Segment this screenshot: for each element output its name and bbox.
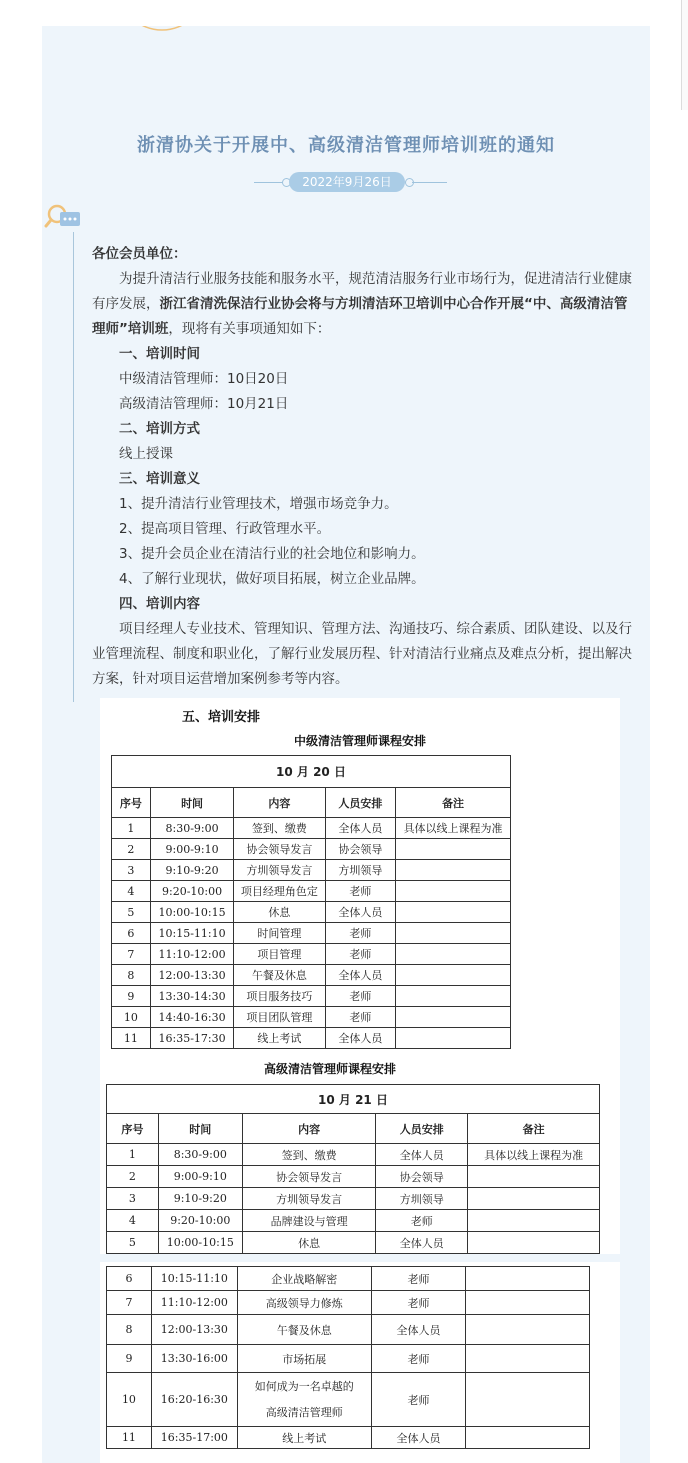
table-cell: 11 — [107, 1427, 152, 1449]
table-cell: 项目管理 — [234, 944, 325, 965]
table-cell: 午餐及休息 — [234, 965, 325, 986]
table-row — [107, 1210, 600, 1232]
table-cell: 11:10-12:00 — [150, 944, 233, 965]
table-cell: 老师 — [371, 1291, 466, 1315]
table-cell: 7 — [107, 1291, 152, 1315]
section-3-item: 3、提升会员企业在清洁行业的社会地位和影响力。 — [119, 546, 425, 562]
section-2-line: 线上授课 — [119, 446, 173, 462]
table-cell: 高级领导力修炼 — [237, 1291, 371, 1315]
table-cell: 方圳领导发言 — [234, 860, 325, 881]
intermediate-schedule-panel — [100, 698, 620, 1054]
col-header: 人员安排 — [376, 1114, 468, 1144]
intermediate-schedule-title: 中级清洁管理师课程安排 — [293, 734, 426, 748]
table-cell: 9:00-9:10 — [150, 839, 233, 860]
table-cell: 全体人员 — [371, 1427, 466, 1449]
advanced-schedule-title: 高级清洁管理师课程安排 — [263, 1062, 396, 1076]
table-cell: 协会领导发言 — [242, 1166, 376, 1188]
table-cell: 具体以线上课程为准 — [468, 1144, 600, 1166]
table-cell — [468, 1232, 600, 1254]
table-row — [112, 839, 511, 860]
section-4-title: 四、培训内容 — [119, 596, 200, 612]
section-3-item: 2、提高项目管理、行政管理水平。 — [119, 521, 331, 537]
col-header: 序号 — [107, 1114, 159, 1144]
table-cell: 老师 — [371, 1267, 466, 1291]
table-cell — [396, 986, 511, 1007]
advanced-schedule-table — [106, 1084, 600, 1254]
table-row — [107, 1166, 600, 1188]
date-row — [42, 172, 650, 194]
table-cell: 6 — [112, 923, 151, 944]
advanced-schedule-panel-continued — [100, 1262, 620, 1463]
table-cell: 老师 — [376, 1210, 468, 1232]
table-row — [112, 1007, 511, 1028]
table-cell: 老师 — [325, 986, 396, 1007]
table-cell: 全体人员 — [376, 1232, 468, 1254]
advanced-schedule-panel — [100, 1054, 620, 1254]
magnifier-chat-icon — [44, 202, 84, 236]
table-row — [107, 1232, 600, 1254]
table-cell: 老师 — [325, 881, 396, 902]
table-cell: 全体人员 — [371, 1315, 466, 1345]
table-cell: 10:00-10:15 — [150, 902, 233, 923]
table-row — [107, 1315, 590, 1345]
table-cell: 1 — [107, 1144, 159, 1166]
table-cell: 时间管理 — [234, 923, 325, 944]
table-cell — [396, 1007, 511, 1028]
table-cell: 老师 — [325, 1007, 396, 1028]
table-row — [112, 986, 511, 1007]
day-header: 10 月 21 日 — [107, 1085, 600, 1114]
table-cell — [396, 860, 511, 881]
table-cell: 6 — [107, 1267, 152, 1291]
table-row — [107, 1188, 600, 1210]
article-page — [42, 26, 650, 1463]
table-cell: 方圳领导 — [325, 860, 396, 881]
table-cell — [466, 1345, 590, 1373]
schedule-heading: 五、培训安排 — [182, 710, 261, 725]
table-cell — [396, 839, 511, 860]
scrollbar[interactable] — [681, 0, 688, 110]
table-cell: 9:00-9:10 — [158, 1166, 242, 1188]
table-cell: 4 — [107, 1210, 159, 1232]
table-cell: 11:10-12:00 — [151, 1291, 237, 1315]
table-cell: 全体人员 — [325, 965, 396, 986]
table-cell — [396, 902, 511, 923]
table-cell: 全体人员 — [325, 902, 396, 923]
table-row — [112, 881, 511, 902]
intermediate-schedule-table — [111, 755, 511, 1049]
table-cell: 方圳领导发言 — [242, 1188, 376, 1210]
table-cell: 2 — [107, 1166, 159, 1188]
col-header: 内容 — [242, 1114, 376, 1144]
table-row — [112, 965, 511, 986]
table-cell: 老师 — [371, 1373, 466, 1427]
table-row — [112, 860, 511, 881]
col-header: 序号 — [112, 788, 151, 818]
table-cell — [466, 1427, 590, 1449]
col-header: 人员安排 — [325, 788, 396, 818]
table-cell — [466, 1315, 590, 1345]
section-1-title: 一、培训时间 — [119, 346, 200, 362]
table-cell: 10:15-11:10 — [151, 1267, 237, 1291]
table-cell: 3 — [107, 1188, 159, 1210]
table-cell: 具体以线上课程为准 — [396, 818, 511, 839]
table-row — [112, 944, 511, 965]
table-row — [107, 1345, 590, 1373]
table-cell: 2 — [112, 839, 151, 860]
table-cell: 休息 — [242, 1232, 376, 1254]
table-cell: 10 — [107, 1373, 152, 1427]
table-cell: 3 — [112, 860, 151, 881]
col-header: 时间 — [158, 1114, 242, 1144]
table-cell — [396, 923, 511, 944]
table-cell: 全体人员 — [325, 1028, 396, 1049]
table-cell: 9:20-10:00 — [158, 1210, 242, 1232]
table-cell: 12:00-13:30 — [151, 1315, 237, 1345]
table-row — [112, 902, 511, 923]
table-cell: 签到、缴费 — [234, 818, 325, 839]
table-cell: 13:30-16:00 — [151, 1345, 237, 1373]
table-cell: 品牌建设与管理 — [242, 1210, 376, 1232]
table-cell: 9:10-9:20 — [150, 860, 233, 881]
table-row — [107, 1144, 600, 1166]
section-3-title: 三、培训意义 — [119, 471, 200, 487]
table-row — [107, 1267, 590, 1291]
article-title: 浙清协关于开展中、高级清洁管理师培训班的通知 — [137, 135, 555, 156]
day-header: 10 月 20 日 — [112, 756, 511, 788]
table-cell: 全体人员 — [376, 1144, 468, 1166]
table-cell: 协会领导 — [325, 839, 396, 860]
table-cell: 老师 — [325, 944, 396, 965]
table-cell — [466, 1267, 590, 1291]
table-cell: 企业战略解密 — [237, 1267, 371, 1291]
table-cell: 午餐及休息 — [237, 1315, 371, 1345]
table-cell: 休息 — [234, 902, 325, 923]
table-cell: 9:10-9:20 — [158, 1188, 242, 1210]
section-2-title: 二、培训方式 — [119, 421, 200, 437]
table-cell: 9:20-10:00 — [150, 881, 233, 902]
table-cell: 协会领导 — [376, 1166, 468, 1188]
table-row — [112, 818, 511, 839]
section-3-item: 1、提升清洁行业管理技术，增强市场竞争力。 — [119, 496, 398, 512]
table-cell — [396, 944, 511, 965]
table-cell: 线上考试 — [237, 1427, 371, 1449]
table-cell: 16:20-16:30 — [151, 1373, 237, 1427]
col-header: 时间 — [150, 788, 233, 818]
left-divider-line — [73, 232, 74, 702]
table-row — [112, 923, 511, 944]
table-row — [107, 1427, 590, 1449]
section-1-line: 高级清洁管理师：10月21日 — [119, 396, 289, 412]
section-4-paragraph: 项目经理人专业技术、管理知识、管理方法、沟通技巧、综合素质、团队建设、以及行业管理流程、制度和职业化，了解行业发展历程、针对清洁行业痛点及难点分析，提出解决方案，针对项目运营增加案例参考等内容。 — [92, 621, 632, 687]
table-cell: 1 — [112, 818, 151, 839]
advanced-schedule-table-continued — [106, 1266, 590, 1449]
table-cell: 老师 — [325, 923, 396, 944]
table-cell: 14:40-16:30 — [150, 1007, 233, 1028]
table-cell: 10:00-10:15 — [158, 1232, 242, 1254]
col-header: 备注 — [396, 788, 511, 818]
table-cell: 签到、缴费 — [242, 1144, 376, 1166]
table-cell — [396, 965, 511, 986]
table-cell: 方圳领导 — [376, 1188, 468, 1210]
salutation: 各位会员单位： — [92, 246, 187, 262]
table-row — [107, 1291, 590, 1315]
table-cell: 13:30-14:30 — [150, 986, 233, 1007]
table-row — [112, 1028, 511, 1049]
table-cell: 项目经理角色定 — [234, 881, 325, 902]
table-cell: 4 — [112, 881, 151, 902]
table-cell: 12:00-13:30 — [150, 965, 233, 986]
table-cell — [466, 1291, 590, 1315]
table-cell: 5 — [107, 1232, 159, 1254]
table-cell: 项目团队管理 — [234, 1007, 325, 1028]
table-cell: 9 — [112, 986, 151, 1007]
table-cell: 线上考试 — [234, 1028, 325, 1049]
table-cell: 8 — [107, 1315, 152, 1345]
table-cell — [468, 1166, 600, 1188]
table-row — [107, 1373, 590, 1427]
table-cell: 市场拓展 — [237, 1345, 371, 1373]
section-3-item: 4、了解行业现状，做好项目拓展，树立企业品牌。 — [119, 571, 425, 587]
table-cell: 全体人员 — [325, 818, 396, 839]
table-cell: 7 — [112, 944, 151, 965]
table-cell: 项目服务技巧 — [234, 986, 325, 1007]
table-cell: 16:35-17:00 — [151, 1427, 237, 1449]
table-cell: 老师 — [371, 1345, 466, 1373]
table-cell — [468, 1210, 600, 1232]
col-header: 备注 — [468, 1114, 600, 1144]
sun-rings-decoration-icon — [112, 26, 232, 66]
col-header: 内容 — [234, 788, 325, 818]
intro-paragraph: 为提升清洁行业服务技能和服务水平，规范清洁服务行业市场行为，促进清洁行业健康有序发展，浙江省清洗保洁行业协会将与方圳清洁环卫培训中心合作开展“中、高级清洁管理师”培训班，现将有关事项通知如下： — [92, 271, 632, 337]
table-cell: 5 — [112, 902, 151, 923]
article-body — [92, 242, 632, 692]
table-cell: 11 — [112, 1028, 151, 1049]
table-cell: 8:30-9:00 — [158, 1144, 242, 1166]
table-cell: 8 — [112, 965, 151, 986]
table-cell: 10:15-11:10 — [150, 923, 233, 944]
table-cell — [466, 1373, 590, 1427]
table-cell — [468, 1188, 600, 1210]
table-cell: 10 — [112, 1007, 151, 1028]
table-cell: 8:30-9:00 — [150, 818, 233, 839]
publish-date: 2022年9月26日 — [289, 172, 405, 192]
table-cell: 协会领导发言 — [234, 839, 325, 860]
table-cell — [396, 1028, 511, 1049]
table-cell — [396, 881, 511, 902]
table-cell: 如何成为一名卓越的 高级清洁管理师 — [237, 1373, 371, 1427]
table-cell: 16:35-17:30 — [150, 1028, 233, 1049]
section-1-line: 中级清洁管理师：10日20日 — [119, 371, 289, 387]
table-cell: 9 — [107, 1345, 152, 1373]
